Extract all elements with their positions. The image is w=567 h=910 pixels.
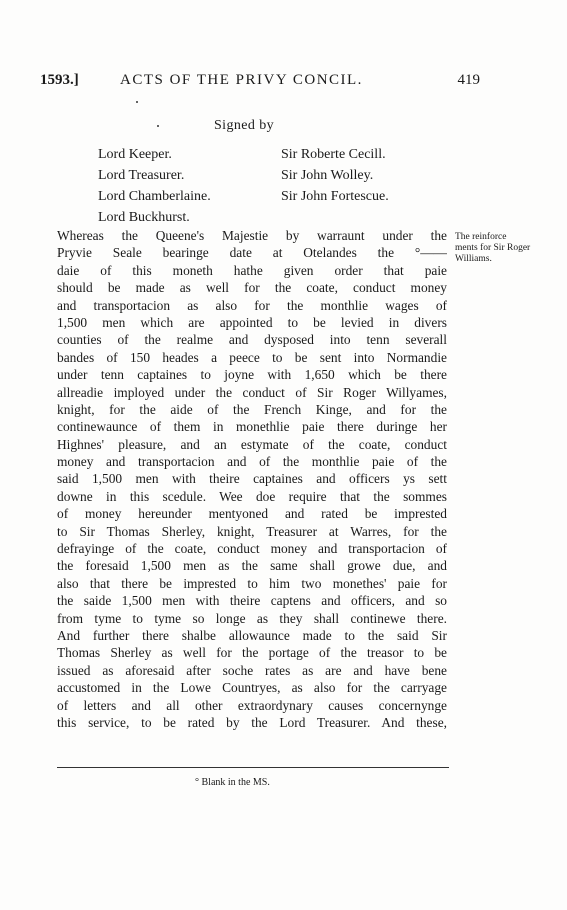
ink-speck bbox=[157, 125, 159, 127]
text-line: Whereas the Queene's Majestie by warraunt under the bbox=[57, 228, 447, 243]
header-year: 1593.] bbox=[40, 72, 79, 88]
text-line: of money hereunder mentyoned and rated be imprested bbox=[57, 506, 447, 522]
text-line: downe in this scedule. Wee doe require that the sommes bbox=[57, 488, 447, 504]
marginal-note: The reinforce ments for Sir Roger Williams. bbox=[455, 232, 531, 264]
running-head bbox=[40, 72, 480, 94]
signatories-right bbox=[281, 144, 389, 207]
signatory: Lord Chamberlaine. bbox=[98, 189, 211, 204]
signatory: Sir Roberte Cecill. bbox=[281, 147, 386, 162]
text-line: to Sir Thomas Sherley, knight, Treasurer at Warres, for the bbox=[57, 523, 447, 539]
signatory: Sir John Wolley. bbox=[281, 168, 374, 183]
signatory: Lord Buckhurst. bbox=[98, 210, 190, 225]
text-line: this service, to be rated by the Lord Treasurer. And these, bbox=[57, 714, 447, 730]
text-line: the foresaid 1,500 men as the same shall growe due, and bbox=[57, 558, 447, 574]
signatory: Lord Keeper. bbox=[98, 147, 172, 162]
signatory: Lord Treasurer. bbox=[98, 168, 185, 183]
text-line: issued as aforesaid after soche rates as are and have bene bbox=[57, 662, 447, 678]
text-line: of letters and all other extraordynary causes concernynge bbox=[57, 697, 447, 713]
signatories-left bbox=[98, 144, 211, 228]
text-line: accustomed in the Lowe Countryes, as also for the carryage bbox=[57, 680, 447, 696]
text-line: Pryvie Seale bearinge date at Otelandes the °—— bbox=[57, 245, 447, 261]
text-line: Highnes' pleasure, and an estymate of the coate, conduct bbox=[57, 436, 447, 452]
text-line: daie of this moneth hathe given order that paie bbox=[57, 262, 447, 278]
text-line: defrayinge of the coate, conduct money and transportacion of bbox=[57, 541, 447, 557]
text-line: And further there shalbe allowaunce made to the said Sir bbox=[57, 627, 447, 643]
text-line: allreadie imployed under the conduct of Sir Roger Willyames, bbox=[57, 384, 447, 400]
text-line: from tyme to tyme so longe as they shall continewe there. bbox=[57, 610, 447, 626]
ink-speck bbox=[136, 101, 138, 103]
text-line: counties of the realme and dysposed into tenn severall bbox=[57, 332, 447, 348]
text-line: under tenn captaines to joyne with 1,650 which be there bbox=[57, 367, 447, 383]
text-line: bandes of 150 heades a peece to be sent into Normandie bbox=[57, 349, 447, 365]
body-paragraph bbox=[57, 227, 447, 731]
signed-by-heading: Signed by bbox=[214, 118, 274, 133]
footnote: ° Blank in the MS. bbox=[195, 777, 270, 788]
text-line: also that there be imprested to him two monethes' paie for bbox=[57, 575, 447, 591]
text-line: said 1,500 men with theire captaines and officers ys sett bbox=[57, 471, 447, 487]
text-line: Thomas Sherley as well for the portage of the treasor to be bbox=[57, 645, 447, 661]
text-line: knight, for the aide of the French Kinge, and for the bbox=[57, 401, 447, 417]
page-number: 419 bbox=[457, 72, 480, 88]
footnote-rule bbox=[57, 767, 449, 768]
text-line: continewaunce of them in monethlie paie there duringe her bbox=[57, 419, 447, 435]
text-line: the saide 1,500 men with theire captens and officers, and so bbox=[57, 593, 447, 609]
text-line: should be made as well for the coate, conduct money bbox=[57, 280, 447, 296]
signatory: Sir John Fortescue. bbox=[281, 189, 389, 204]
header-title: ACTS OF THE PRIVY CONCIL. bbox=[120, 72, 363, 88]
text-line: money and transportacion and of the monthlie paie of the bbox=[57, 454, 447, 470]
text-line: 1,500 men which are appointed to be levied in divers bbox=[57, 314, 447, 330]
text-line: and transportacion as also for the monthlie wages of bbox=[57, 297, 447, 313]
